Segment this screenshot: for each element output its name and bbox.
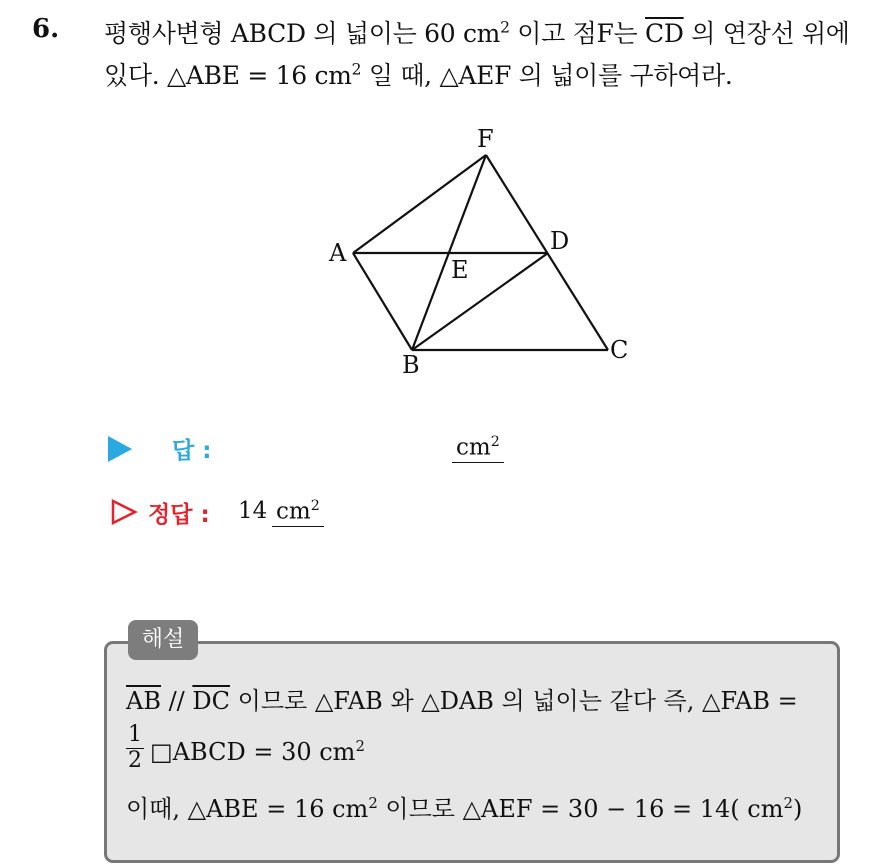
point-label-f: F bbox=[477, 125, 494, 153]
question-text-line-2: 있다. △ABE = 16 $cm^2$ 일 때, △AEF 의 넓이를 구하여라. bbox=[104, 60, 733, 90]
answer-key-value: 14 bbox=[238, 498, 268, 524]
segment-fa bbox=[353, 155, 486, 253]
fraction-one-half: 1 2 bbox=[128, 722, 142, 773]
point-label-e: E bbox=[451, 256, 469, 284]
solution-line-1: $\overline{AB} // \overline{DC}$ 이므로 △FAB 와 △DAB 의 넓이는 같다 즉, △FAB = bbox=[126, 687, 798, 715]
point-label-a: A bbox=[329, 239, 347, 267]
segment-cd: $\overline{CD}$ bbox=[645, 19, 684, 48]
segment-bd bbox=[412, 253, 548, 350]
point-label-c: C bbox=[610, 336, 629, 364]
outline-triangle-icon bbox=[110, 498, 138, 526]
point-label-b: B bbox=[402, 351, 420, 379]
play-triangle-icon bbox=[108, 436, 132, 462]
answer-blank-unit[interactable]: $cm^2$ bbox=[452, 434, 504, 463]
answer-label: 답 : bbox=[172, 438, 212, 464]
solution-line-3: 이때, △ABE = 16 $cm^2$ 이므로 △AEF = 30 − 16 = 14( $cm^2$) bbox=[126, 794, 803, 823]
answer-key-row bbox=[108, 494, 408, 534]
solution-tag: 해설 bbox=[128, 620, 198, 660]
solution-line-2: □ABCD = 30 $cm^2$ bbox=[150, 737, 365, 766]
question-text-line-1: 평행사변형 ABCD 의 넓이는 60 $cm^2$ 이고 점F는 $\overline{CD}$ 의 연장선 위에 bbox=[104, 18, 850, 48]
point-label-d: D bbox=[550, 227, 570, 255]
answer-key-unit: $cm^2$ bbox=[272, 498, 324, 527]
answer-key-label: 정답 : bbox=[148, 502, 210, 528]
answer-row bbox=[108, 430, 528, 470]
parallelogram-figure bbox=[320, 115, 640, 390]
segment-ab bbox=[353, 253, 412, 350]
question-number: 6. bbox=[32, 14, 60, 44]
